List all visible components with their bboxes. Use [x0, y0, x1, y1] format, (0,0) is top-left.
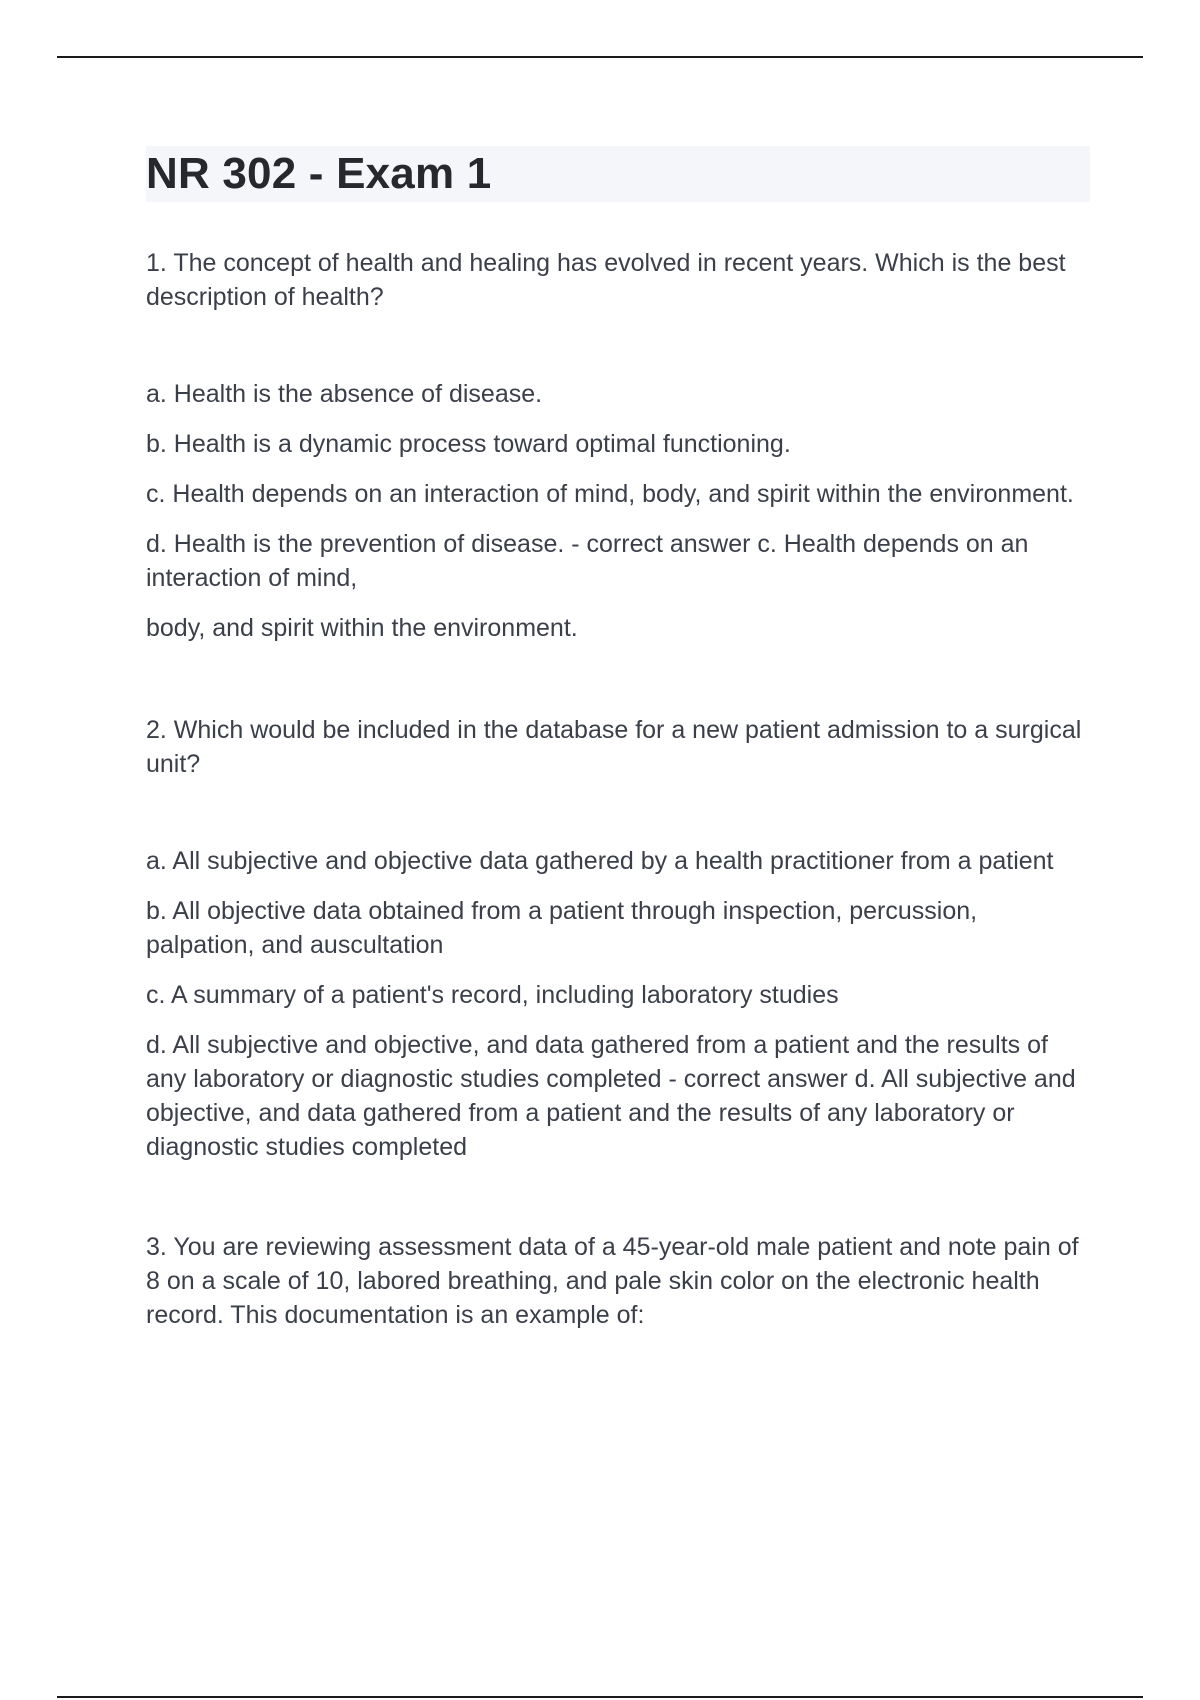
question-1	[146, 246, 1090, 645]
question-2-option-c: c. A summary of a patient's record, including laboratory studies	[146, 981, 839, 1009]
question-1-answer-tail: body, and spirit within the environment.	[146, 614, 578, 642]
title-bar	[146, 146, 1090, 202]
question-1-options	[146, 377, 1090, 645]
question-2-stem: 2. Which would be included in the database for a new patient admission to a surgical unit?	[146, 716, 1082, 778]
question-1-option-a: a. Health is the absence of disease.	[146, 380, 543, 408]
bottom-rule	[57, 1696, 1143, 1698]
question-2	[146, 713, 1090, 1164]
document-title: NR 302 - Exam 1	[146, 149, 492, 198]
question-2-options	[146, 844, 1090, 1164]
question-1-option-b: b. Health is a dynamic process toward optimal functioning.	[146, 430, 791, 458]
question-1-option-c: c. Health depends on an interaction of mind, body, and spirit within the environment.	[146, 480, 1074, 508]
question-3-stem: 3. You are reviewing assessment data of a 45-year-old male patient and note pain of 8 on a scale of 10, labored breathing, and pale skin color on the electronic health record. This documentation is an example of:	[146, 1233, 1079, 1329]
question-2-option-b: b. All objective data obtained from a patient through inspection, percussion, palpation, and auscultation	[146, 897, 978, 959]
question-3	[146, 1230, 1090, 1332]
question-2-option-d: d. All subjective and objective, and data gathered from a patient and the results of any laboratory or diagnostic studies completed - correct answer d. All subjective and objective, and data gathered from a patient and the results of any laboratory or diagnostic studies completed	[146, 1031, 1076, 1161]
question-1-stem: 1. The concept of health and healing has evolved in recent years. Which is the best description of health?	[146, 249, 1066, 311]
document-body	[146, 146, 1090, 1332]
question-1-option-d: d. Health is the prevention of disease. - correct answer c. Health depends on an interaction of mind,	[146, 530, 1029, 592]
question-2-option-a: a. All subjective and objective data gathered by a health practitioner from a patient	[146, 847, 1054, 875]
top-rule	[57, 56, 1143, 58]
